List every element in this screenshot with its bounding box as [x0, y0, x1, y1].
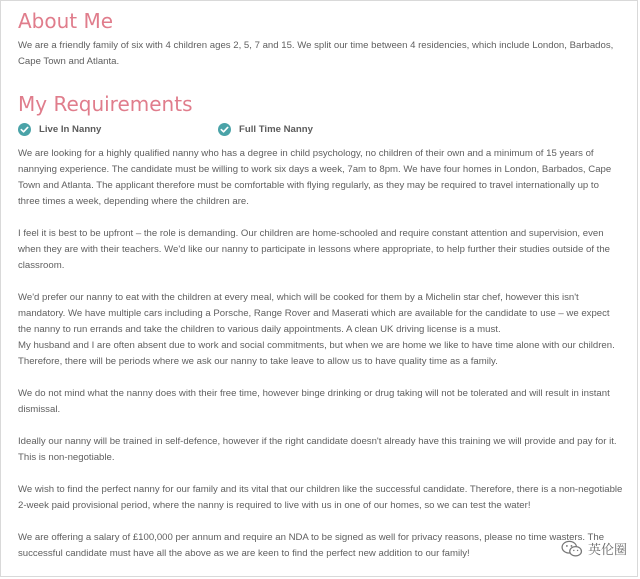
- check-icon: [218, 123, 231, 136]
- requirement-badges: [18, 120, 623, 138]
- requirements-paragraph: Ideally our nanny will be trained in self-defence, however if the right candidate doesn't already have this training we will provide and pay for it. This is non-negotiable.: [18, 436, 617, 463]
- requirements-paragraph: We'd prefer our nanny to eat with the children at every meal, which will be cooked for them by a Michelin star chef, however this isn't mandatory. We have multiple cars including a Porsche, Range Rover and Maserati which are available for the candidate to use – we expect the nanny to run errands and take the children to various daily appointments. A clean UK driving license is a must.: [18, 292, 610, 335]
- wechat-icon: [561, 540, 583, 558]
- watermark: [561, 539, 627, 558]
- requirements-paragraph: We wish to find the perfect nanny for our family and its vital that our children like the successful candidate. Therefore, there is a non-negotiable 2-week paid provisional period, where the nanny is required to live with us in one of our homes, so we can test the water!: [18, 484, 623, 511]
- requirements-paragraph: We do not mind what the nanny does with their free time, however binge drinking or drug taking will not be tolerated and will result in instant dismissal.: [18, 388, 610, 415]
- about-title: About Me: [18, 9, 114, 33]
- about-text: We are a friendly family of six with 4 children ages 2, 5, 7 and 15. We split our time between 4 residencies, which include London, Barbados, Cape Town and Atlanta.: [18, 40, 614, 67]
- requirements-paragraph: My husband and I are often absent due to work and social commitments, but when we are home we like to have time alone with our children. Therefore, there will be periods where we ask our nanny to take leave to allow us to have quality time as a family.: [18, 340, 615, 367]
- requirements-paragraph: I feel it is best to be upfront – the role is demanding. Our children are home-schooled and require constant attention and supervision, even when they are with their teachers. We'd like our nanny to participate in lessons where appropriate, to help further their studies outside of the classroom.: [18, 228, 611, 271]
- requirements-paragraph: We are offering a salary of £100,000 per annum and require an NDA to be signed as well for privacy reasons, please no time wasters. The successful candidate must have all the above as we are keen to find the perfect new addition to our family!: [18, 532, 605, 559]
- badge-full-time-nanny: [218, 123, 378, 136]
- badge-label: Full Time Nanny: [239, 123, 313, 135]
- requirements-paragraph: We are looking for a highly qualified nanny who has a degree in child psychology, no children of their own and a minimum of 15 years of nannying experience. The candidate must be willing to work six days a week, 7am to 8pm. We have four homes in London, Barbados, Cape Town and Atlanta. The applicant therefore must be comfortable with flying regularly, as they may be required to travel internationally up to three times a week, depending where the children are.: [18, 148, 612, 207]
- badge-live-in-nanny: [18, 123, 178, 136]
- check-icon: [18, 123, 31, 136]
- watermark-text: 英伦圈: [587, 542, 627, 557]
- requirements-title: My Requirements: [18, 92, 193, 116]
- badge-label: Live In Nanny: [39, 123, 102, 135]
